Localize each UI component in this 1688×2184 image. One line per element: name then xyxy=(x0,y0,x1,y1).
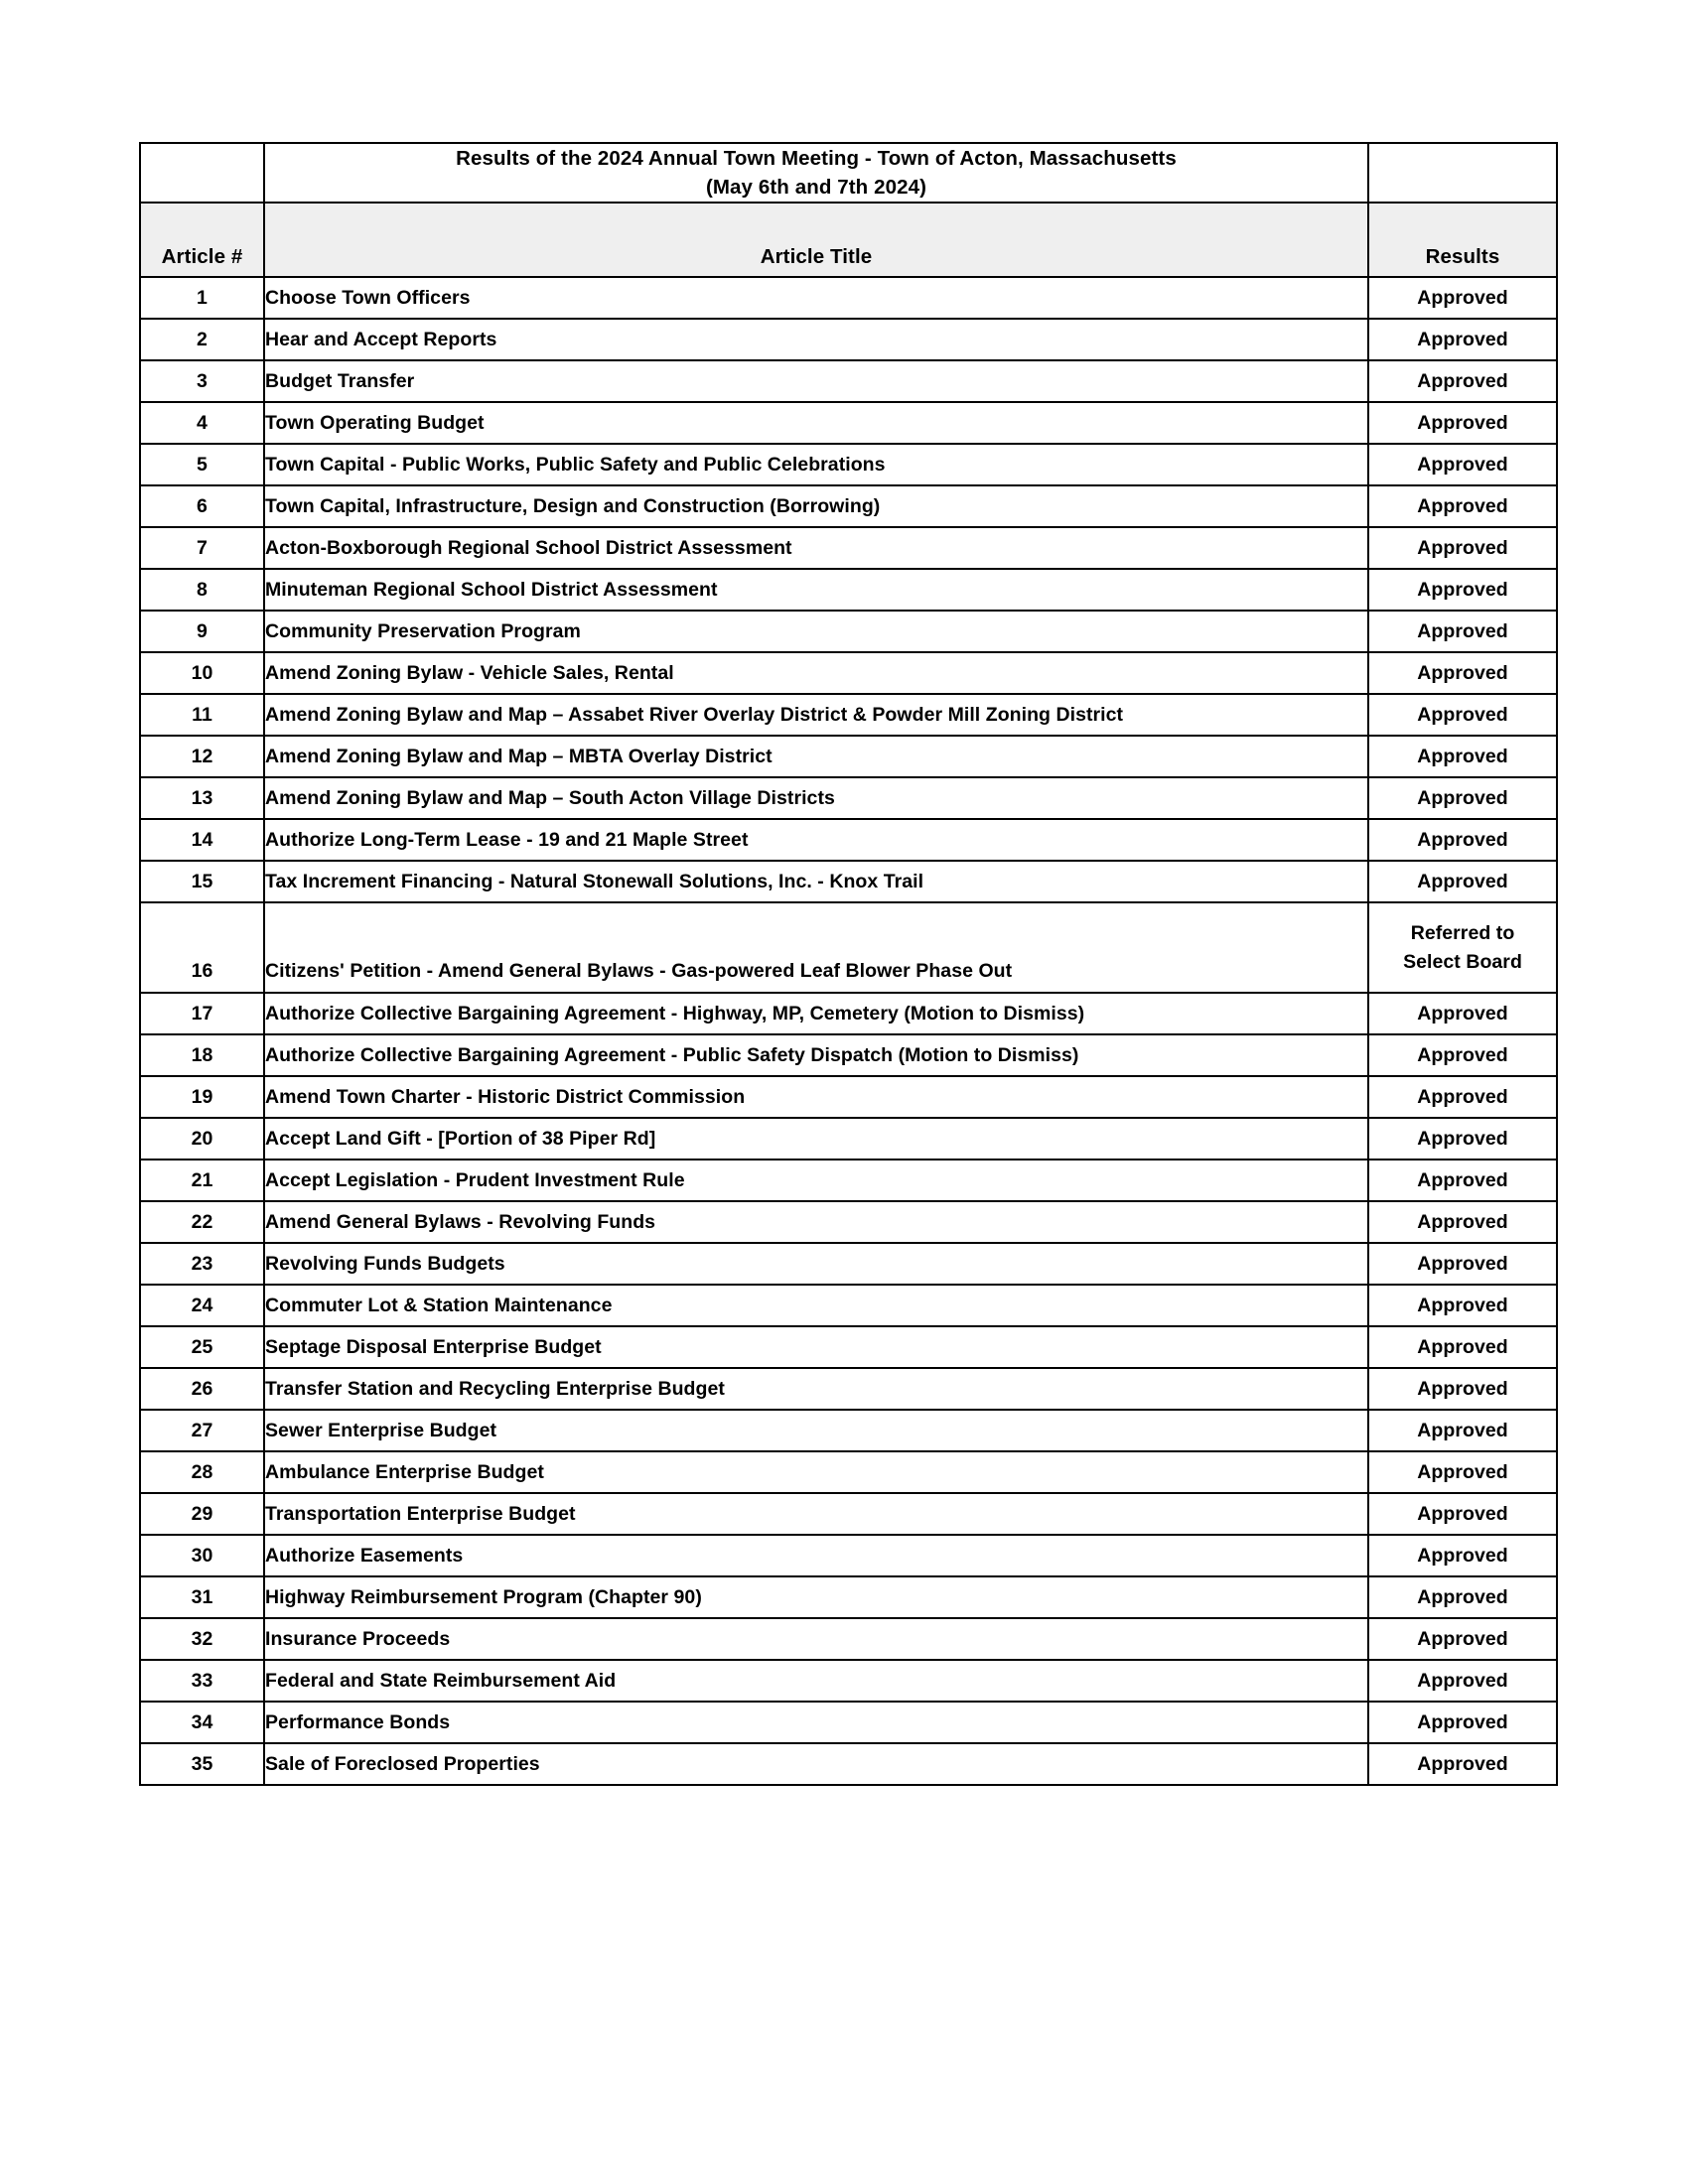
table-row xyxy=(140,1576,1557,1618)
cell-article-number: 25 xyxy=(140,1326,264,1368)
cell-result: Approved xyxy=(1368,694,1557,736)
cell-article-number: 29 xyxy=(140,1493,264,1535)
cell-result: Approved xyxy=(1368,402,1557,444)
cell-article-number: 6 xyxy=(140,485,264,527)
table-body xyxy=(140,143,1557,1785)
cell-result: Approved xyxy=(1368,1493,1557,1535)
cell-result: Approved xyxy=(1368,1160,1557,1201)
cell-result: Approved xyxy=(1368,861,1557,902)
cell-article-title: Hear and Accept Reports xyxy=(264,319,1368,360)
table-row xyxy=(140,1285,1557,1326)
cell-result: Approved xyxy=(1368,777,1557,819)
cell-article-title: Authorize Collective Bargaining Agreement - Highway, MP, Cemetery (Motion to Dismiss) xyxy=(264,993,1368,1034)
cell-result: Approved xyxy=(1368,485,1557,527)
title-row xyxy=(140,143,1557,203)
cell-article-number: 15 xyxy=(140,861,264,902)
table-row xyxy=(140,1535,1557,1576)
title-row-left-spacer xyxy=(140,143,264,203)
cell-article-title: Highway Reimbursement Program (Chapter 90) xyxy=(264,1576,1368,1618)
cell-article-number: 35 xyxy=(140,1743,264,1785)
cell-result: Approved xyxy=(1368,1702,1557,1743)
cell-result: Approved xyxy=(1368,611,1557,652)
table-row xyxy=(140,1493,1557,1535)
cell-result: Approved xyxy=(1368,736,1557,777)
cell-article-number: 13 xyxy=(140,777,264,819)
cell-article-title: Amend Zoning Bylaw and Map – South Acton Village Districts xyxy=(264,777,1368,819)
table-row xyxy=(140,1201,1557,1243)
cell-article-title: Authorize Collective Bargaining Agreement - Public Safety Dispatch (Motion to Dismiss) xyxy=(264,1034,1368,1076)
table-row xyxy=(140,1118,1557,1160)
cell-article-title: Revolving Funds Budgets xyxy=(264,1243,1368,1285)
cell-article-number: 7 xyxy=(140,527,264,569)
table-row xyxy=(140,1076,1557,1118)
cell-result: Approved xyxy=(1368,360,1557,402)
column-header-row xyxy=(140,203,1557,277)
cell-result: Approved xyxy=(1368,819,1557,861)
document-title-line-1: Results of the 2024 Annual Town Meeting - Town of Acton, Massachusetts xyxy=(456,147,1177,170)
cell-article-title: Community Preservation Program xyxy=(264,611,1368,652)
cell-article-title: Town Capital, Infrastructure, Design and Construction (Borrowing) xyxy=(264,485,1368,527)
column-header-article-title: Article Title xyxy=(264,203,1368,277)
cell-article-title: Amend Zoning Bylaw and Map – MBTA Overlay District xyxy=(264,736,1368,777)
cell-article-number: 5 xyxy=(140,444,264,485)
cell-article-number: 1 xyxy=(140,277,264,319)
cell-article-title: Acton-Boxborough Regional School District Assessment xyxy=(264,527,1368,569)
cell-article-title: Insurance Proceeds xyxy=(264,1618,1368,1660)
cell-result xyxy=(1368,902,1557,993)
cell-article-number: 22 xyxy=(140,1201,264,1243)
cell-article-number: 31 xyxy=(140,1576,264,1618)
cell-result: Approved xyxy=(1368,1285,1557,1326)
cell-article-title: Tax Increment Financing - Natural Stonewall Solutions, Inc. - Knox Trail xyxy=(264,861,1368,902)
cell-article-number: 10 xyxy=(140,652,264,694)
cell-article-number: 23 xyxy=(140,1243,264,1285)
table-row xyxy=(140,652,1557,694)
cell-article-title: Citizens' Petition - Amend General Bylaws - Gas-powered Leaf Blower Phase Out xyxy=(264,902,1368,993)
table-row xyxy=(140,277,1557,319)
cell-result: Approved xyxy=(1368,1451,1557,1493)
cell-article-title: Authorize Long-Term Lease - 19 and 21 Maple Street xyxy=(264,819,1368,861)
cell-article-title: Budget Transfer xyxy=(264,360,1368,402)
cell-result: Approved xyxy=(1368,1576,1557,1618)
cell-article-title: Amend Town Charter - Historic District Commission xyxy=(264,1076,1368,1118)
cell-article-title: Town Capital - Public Works, Public Safety and Public Celebrations xyxy=(264,444,1368,485)
cell-article-number: 30 xyxy=(140,1535,264,1576)
cell-article-title: Performance Bonds xyxy=(264,1702,1368,1743)
cell-result: Approved xyxy=(1368,993,1557,1034)
table-row xyxy=(140,1451,1557,1493)
cell-article-number: 4 xyxy=(140,402,264,444)
cell-article-number: 2 xyxy=(140,319,264,360)
document-title xyxy=(264,143,1368,203)
title-row-right-spacer xyxy=(1368,143,1557,203)
table-row xyxy=(140,1243,1557,1285)
table-row xyxy=(140,1618,1557,1660)
cell-result: Approved xyxy=(1368,1118,1557,1160)
table-row xyxy=(140,1160,1557,1201)
table-row xyxy=(140,1410,1557,1451)
document-title-line-2: (May 6th and 7th 2024) xyxy=(705,176,927,200)
table-row xyxy=(140,993,1557,1034)
cell-result: Approved xyxy=(1368,527,1557,569)
cell-article-number: 21 xyxy=(140,1160,264,1201)
cell-article-number: 19 xyxy=(140,1076,264,1118)
cell-result: Approved xyxy=(1368,1201,1557,1243)
town-meeting-results-table xyxy=(139,142,1558,1786)
cell-article-number: 28 xyxy=(140,1451,264,1493)
cell-result: Approved xyxy=(1368,1326,1557,1368)
cell-result: Approved xyxy=(1368,1535,1557,1576)
cell-article-number: 27 xyxy=(140,1410,264,1451)
cell-article-title: Authorize Easements xyxy=(264,1535,1368,1576)
cell-result: Approved xyxy=(1368,652,1557,694)
cell-article-title: Transfer Station and Recycling Enterprise Budget xyxy=(264,1368,1368,1410)
cell-result: Approved xyxy=(1368,319,1557,360)
cell-article-title: Sale of Foreclosed Properties xyxy=(264,1743,1368,1785)
cell-article-title: Choose Town Officers xyxy=(264,277,1368,319)
table-row xyxy=(140,1326,1557,1368)
table-row xyxy=(140,319,1557,360)
cell-result: Approved xyxy=(1368,569,1557,611)
table-row xyxy=(140,444,1557,485)
column-header-article-number: Article # xyxy=(140,203,264,277)
cell-result-line-1: Referred to xyxy=(1410,922,1515,945)
cell-result: Approved xyxy=(1368,444,1557,485)
cell-article-number: 9 xyxy=(140,611,264,652)
table-row xyxy=(140,1743,1557,1785)
table-row xyxy=(140,861,1557,902)
cell-article-title: Accept Legislation - Prudent Investment Rule xyxy=(264,1160,1368,1201)
table-row xyxy=(140,569,1557,611)
table-row xyxy=(140,1034,1557,1076)
cell-article-number: 8 xyxy=(140,569,264,611)
cell-article-title: Sewer Enterprise Budget xyxy=(264,1410,1368,1451)
table-row xyxy=(140,736,1557,777)
cell-article-title: Accept Land Gift - [Portion of 38 Piper Rd] xyxy=(264,1118,1368,1160)
cell-article-title: Septage Disposal Enterprise Budget xyxy=(264,1326,1368,1368)
cell-article-title: Minuteman Regional School District Assessment xyxy=(264,569,1368,611)
table-row xyxy=(140,402,1557,444)
cell-article-title: Amend General Bylaws - Revolving Funds xyxy=(264,1201,1368,1243)
cell-result: Approved xyxy=(1368,1034,1557,1076)
cell-article-number: 16 xyxy=(140,902,264,993)
cell-article-number: 34 xyxy=(140,1702,264,1743)
cell-result: Approved xyxy=(1368,1660,1557,1702)
cell-article-number: 20 xyxy=(140,1118,264,1160)
cell-article-number: 12 xyxy=(140,736,264,777)
table-row xyxy=(140,485,1557,527)
cell-result: Approved xyxy=(1368,277,1557,319)
cell-article-number: 18 xyxy=(140,1034,264,1076)
cell-article-number: 24 xyxy=(140,1285,264,1326)
cell-article-number: 33 xyxy=(140,1660,264,1702)
table-row xyxy=(140,902,1557,993)
cell-result: Approved xyxy=(1368,1618,1557,1660)
table-row xyxy=(140,360,1557,402)
cell-article-title: Transportation Enterprise Budget xyxy=(264,1493,1368,1535)
cell-result: Approved xyxy=(1368,1743,1557,1785)
table-row xyxy=(140,1702,1557,1743)
column-header-results: Results xyxy=(1368,203,1557,277)
cell-article-title: Federal and State Reimbursement Aid xyxy=(264,1660,1368,1702)
cell-result: Approved xyxy=(1368,1076,1557,1118)
cell-article-title: Ambulance Enterprise Budget xyxy=(264,1451,1368,1493)
table-row xyxy=(140,694,1557,736)
cell-article-number: 14 xyxy=(140,819,264,861)
cell-result: Approved xyxy=(1368,1243,1557,1285)
cell-article-number: 11 xyxy=(140,694,264,736)
cell-article-title: Town Operating Budget xyxy=(264,402,1368,444)
cell-article-number: 17 xyxy=(140,993,264,1034)
cell-result: Approved xyxy=(1368,1410,1557,1451)
cell-result-line-2: Select Board xyxy=(1403,950,1522,973)
table-row xyxy=(140,819,1557,861)
cell-article-number: 3 xyxy=(140,360,264,402)
table-row xyxy=(140,527,1557,569)
table-row xyxy=(140,1660,1557,1702)
cell-article-number: 32 xyxy=(140,1618,264,1660)
table-row xyxy=(140,1368,1557,1410)
cell-article-title: Amend Zoning Bylaw and Map – Assabet River Overlay District & Powder Mill Zoning District xyxy=(264,694,1368,736)
cell-article-title: Commuter Lot & Station Maintenance xyxy=(264,1285,1368,1326)
cell-article-title: Amend Zoning Bylaw - Vehicle Sales, Rental xyxy=(264,652,1368,694)
cell-article-number: 26 xyxy=(140,1368,264,1410)
table-row xyxy=(140,611,1557,652)
table-row xyxy=(140,777,1557,819)
cell-result: Approved xyxy=(1368,1368,1557,1410)
